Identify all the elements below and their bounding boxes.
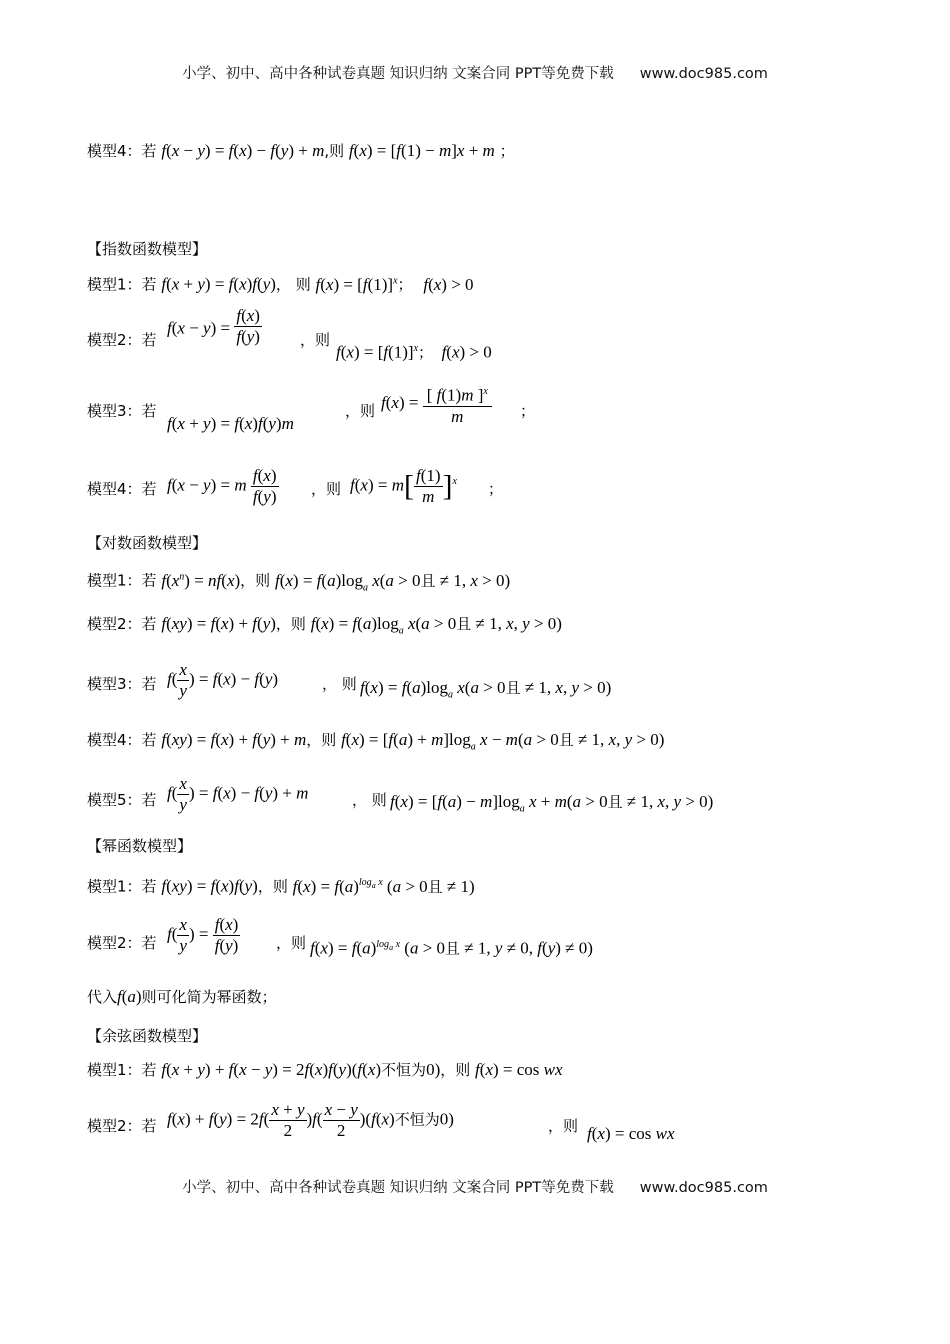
exp-model-2-label: 模型2：若: [87, 331, 157, 349]
section-power: 【幂函数模型】: [87, 837, 193, 855]
cos-model-2-result: f(x) = cos wx: [587, 1124, 675, 1143]
power-note: 代入f(a)则可化简为幂函数；: [87, 987, 277, 1006]
log-model-4: 模型4：若 f(xy) = f(x) + f(y) + m，则 $f(x) = [f(a) + m]\log_a$ x − m(a > 0且 ≠ 1, x, y > 0): [87, 730, 665, 753]
page-footer: 小学、初中、高中各种试卷真题 知识归纳 文案合同 PPT等免费下载 www.doc985.com: [182, 1180, 768, 1196]
header-site-link[interactable]: www.doc985.com: [639, 66, 768, 82]
pow-model-2-formula: f( $\frac{x}{y}$ ) = $\frac{f(x)}{f(y)}$: [167, 915, 239, 955]
linear-model-4: 模型4：若 f(x − y) = f(x) − f(y) + m,则 f(x) = [f(1) − m]x + m ；: [87, 141, 515, 160]
section-logarithm: 【对数函数模型】: [87, 534, 208, 552]
cos-model-1: 模型1：若 f(x + y) + f(x − y) = 2f(x)f(y)(f(x)不恒为0)，则 f(x) = cos wx: [87, 1060, 563, 1079]
pow-model-1: 模型1：若 f(xy) = f(x)f(y)，则 $f(x) = f(a)^{log_a x}$ (a > 0且 ≠ 1): [87, 876, 475, 896]
document-page: 小学、初中、高中各种试卷真题 知识归纳 文案合同 PPT等免费下载 www.doc985.com 模型4：若 f(x − y) = f(x) − f(y) + m,则 f(x) = [f(1) − m]x + m ； 【指数函数模型】 模型1：若 f(x + y) = f(x)f(y)， 则 $f(x) = [f(1)]^x$； f(x) > 0 模型2：若 f(x − y) = $\frac{f(x)}{f(y)}$ ，则 $f(x) = [f(1)]^x$； f(x) > 0 模型3：若 f(x + y) = f(x)f(y)m ，则 f(x) = $\frac{[ f(1)m ]^x}{m}$ ； 模型4：若 f(x − y) = m $\frac{f(x)}{f(y)}$ ，则 f(x) = m[ $\frac{f(1)}{m}$ ]$^x$ ； 【对数函数模型】 模型1：若 $f(x^n) = nf(x)$，则 $f(x) = f(a)\log_a$ x(a > 0且 ≠ 1, x > 0) 模型2：若 f(xy) = f(x) + f(y)，则 $f(x) = f(a)\log_a$ x(a > 0且 ≠ 1, x, y > 0) 模型3：若 f( $\frac{x}{y}$ ) = f(x) − f(y) ， 则 $f(x) = f(a)\log_a$ x(a > 0且 ≠ 1, x, y > 0) 模型4：若 f(xy) = f(x) + f(y) + m，则 $f(x) = [f(a) + m]\log_a$ x − m(a > 0且 ≠ 1, x, y > 0) 模型5：若 f( $\frac{x}{y}$ ) = f(x) − f(y) + m ， 则 $f(x) = [f(a) - m]\log_a$ x + m(a > 0且 ≠ 1, x, y > 0) 【幂函数模型】 模型1：若 f(xy) = f(x)f(y)，则 $f(x) = f(a)^{log_a x}$ (a > 0且 ≠ 1) 模型2：若 f( $\frac{x}{y}$ ) = $\frac{f(x)}{f(y)}$ ，则 $f(x) = f(a)^{log_a x}$ (a > 0且 ≠ 1, y ≠ 0, f(y) ≠ 0) 代入f(a)则可化简为幂函数； 【余弦函数模型】 模型1：若 f(x + y) + f(x − y) = 2f(x)f(y)(f(x)不恒为0)，则 f(x) = cos wx 模型2：若 f(x) + f(y) = 2f( $\frac{x + y}{2}$ )f( $\frac{x - y}{2}$ )(f(x)不恒为0) ，则 f(x) = cos wx 小学、初中、高中各种试卷真题 知识归纳 文案合同 PPT等免费下载 www.doc985.com: [0, 0, 950, 1344]
cos-model-2-then: ，则: [548, 1117, 579, 1135]
exp-model-4-formula: f(x − y) = m $\frac{f(x)}{f(y)}$: [167, 466, 277, 506]
exp-model-4-label: 模型4：若: [87, 480, 157, 498]
cos-model-2-label: 模型2：若: [87, 1117, 157, 1135]
exp-model-2-formula: f(x − y) = $\frac{f(x)}{f(y)}$: [167, 306, 260, 346]
exp-model-4-result: f(x) = m[ $\frac{f(1)}{m}$ ]$^x$: [350, 466, 457, 506]
footer-site-link[interactable]: www.doc985.com: [639, 1180, 768, 1196]
page-header: 小学、初中、高中各种试卷真题 知识归纳 文案合同 PPT等免费下载 www.doc985.com: [182, 66, 768, 82]
log-model-5-then: ， 则: [352, 791, 387, 809]
pow-model-2-then: ，则: [276, 934, 307, 952]
log-model-3-label: 模型3：若: [87, 675, 157, 693]
cos-model-2-formula: f(x) + f(y) = 2f( $\frac{x + y}{2}$ )f( $\frac{x - y}{2}$ )(f(x)不恒为0): [167, 1100, 454, 1140]
log-model-5-label: 模型5：若: [87, 791, 157, 809]
exp-model-3-result: f(x) = $\frac{[ f(1)m ]^x}{m}$: [381, 382, 492, 427]
exp-model-3-label: 模型3：若: [87, 402, 157, 420]
log-model-3-result: $f(x) = f(a)\log_a$ x(a > 0且 ≠ 1, x, y > 0): [360, 678, 612, 701]
log-model-5-formula: f( $\frac{x}{y}$ ) = f(x) − f(y) + m: [167, 774, 309, 814]
exp-model-1: 模型1：若 f(x + y) = f(x)f(y)， 则 $f(x) = [f(1)]^x$； f(x) > 0: [87, 274, 474, 294]
exp-model-2-result: $f(x) = [f(1)]^x$； f(x) > 0: [336, 342, 492, 362]
exp-model-2-then: ，则: [300, 331, 331, 349]
log-model-3-formula: f( $\frac{x}{y}$ ) = f(x) − f(y): [167, 660, 279, 700]
log-model-5-result: $f(x) = [f(a) - m]\log_a$ x + m(a > 0且 ≠ 1, x, y > 0): [390, 792, 714, 815]
exp-model-3-then: ，则: [345, 402, 376, 420]
exp-model-3-formula: f(x + y) = f(x)f(y)m: [167, 414, 294, 433]
pow-model-2-result: $f(x) = f(a)^{log_a x}$ (a > 0且 ≠ 1, y ≠ 0, f(y) ≠ 0): [310, 938, 593, 958]
section-cosine: 【余弦函数模型】: [87, 1027, 208, 1045]
section-exponential: 【指数函数模型】: [87, 240, 208, 258]
log-model-3-then: ， 则: [322, 675, 357, 693]
pow-model-2-label: 模型2：若: [87, 934, 157, 952]
log-model-1: 模型1：若 $f(x^n) = nf(x)$，则 $f(x) = f(a)\log_a$ x(a > 0且 ≠ 1, x > 0): [87, 570, 511, 594]
exp-model-4-then: ，则: [311, 480, 342, 498]
log-model-2: 模型2：若 f(xy) = f(x) + f(y)，则 $f(x) = f(a)\log_a$ x(a > 0且 ≠ 1, x, y > 0): [87, 614, 562, 637]
